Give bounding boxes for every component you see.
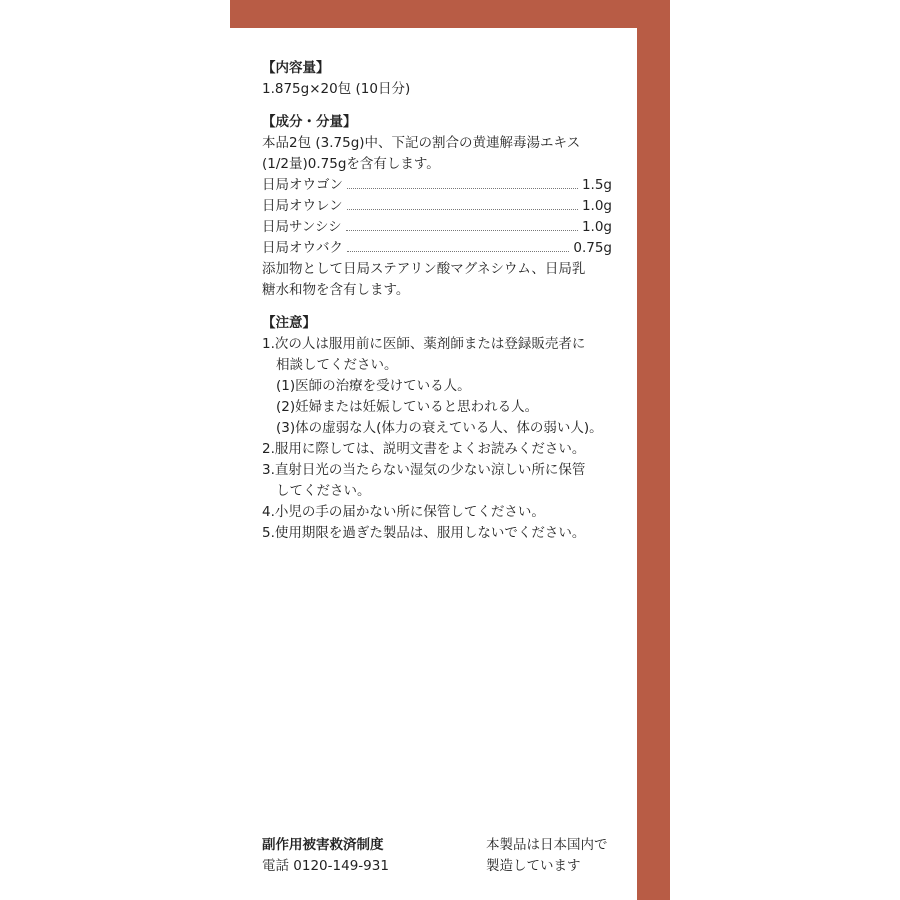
content-heading: 【内容量】 [262,60,330,76]
leader-dots [346,230,578,231]
caution-item-1-line1: 1.次の人は服用前に医師、薬剤師または登録販売者に [262,336,586,352]
caution-item-4: 4.小児の手の届かない所に保管してください。 [262,504,545,520]
caution-subitem-3: (3)体の虚弱な人(体力の衰えている人、体の弱い人)。 [276,420,603,436]
relief-system-phone: 電話 0120-149-931 [262,858,389,874]
additive-line2: 糖水和物を含有します。 [262,282,410,298]
ingredient-amount: 0.75g [573,240,612,256]
caution-item-2: 2.服用に際しては、説明文書をよくお読みください。 [262,441,586,457]
caution-heading: 【注意】 [262,315,316,331]
ingredient-name: 日局オウレン [262,198,343,214]
ingredients-heading: 【成分・分量】 [262,114,357,130]
caution-subitem-2: (2)妊婦または妊娠していると思われる人。 [276,399,539,415]
relief-system-title: 副作用被害救済制度 [262,837,384,853]
ingredient-row [262,175,612,196]
manufacturing-note-line1: 本製品は日本国内で [486,837,608,853]
caution-item-5: 5.使用期限を過ぎた製品は、服用しないでください。 [262,525,586,541]
caution-item-3-line2: してください。 [276,483,371,499]
additive-line1: 添加物として日局ステアリン酸マグネシウム、日局乳 [262,261,586,277]
package-label-panel [262,58,612,544]
ingredient-name: 日局オウバク [262,240,343,256]
leader-dots [347,251,569,252]
ingredient-row [262,196,612,217]
right-accent-band [637,28,670,900]
ingredients-intro-line2: (1/2量)0.75gを含有します。 [262,156,440,172]
ingredient-name: 日局オウゴン [262,177,343,193]
caution-item-1-line2: 相談してください。 [276,357,398,373]
ingredients-intro-line1: 本品2包 (3.75g)中、下記の割合の黄連解毒湯エキス [262,135,581,151]
relief-system-info [262,835,389,877]
content-value: 1.875g×20包 (10日分) [262,81,411,97]
ingredient-amount: 1.5g [581,177,612,193]
leader-dots [347,209,578,210]
ingredient-amount: 1.0g [581,198,612,214]
manufacturing-note [486,835,608,877]
ingredient-row [262,217,612,238]
leader-dots [347,188,578,189]
caution-item-3-line1: 3.直射日光の当たらない湿気の少ない涼しい所に保管 [262,462,586,478]
caution-subitem-1: (1)医師の治療を受けている人。 [276,378,471,394]
manufacturing-note-line2: 製造しています [486,858,581,874]
ingredient-name: 日局サンシシ [262,219,342,235]
ingredient-row [262,238,612,259]
top-accent-band [230,0,670,28]
ingredient-amount: 1.0g [581,219,612,235]
